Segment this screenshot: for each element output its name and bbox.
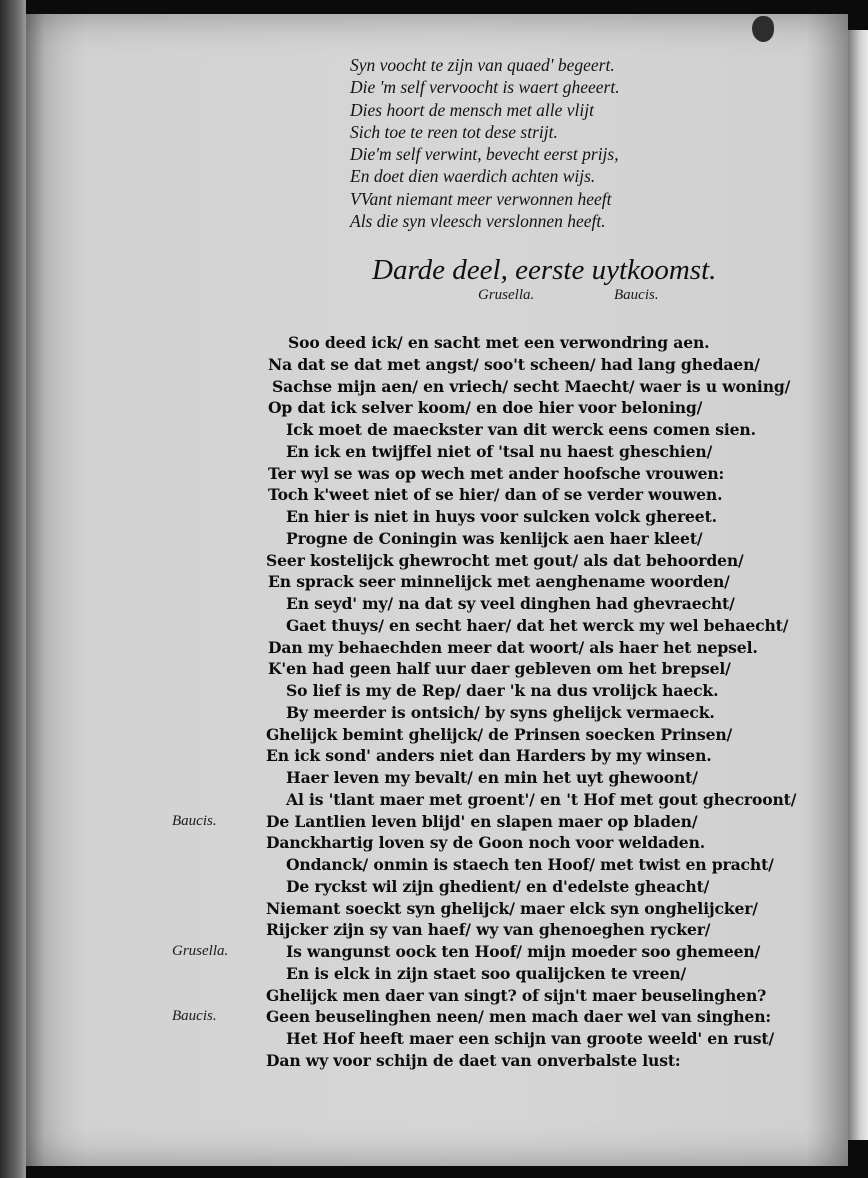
dialogue-line [0, 985, 868, 1007]
dialogue-line [0, 832, 868, 854]
dialogue-line [0, 397, 868, 419]
dialogue-line [0, 876, 868, 898]
verse-line: Als die syn vleesch verslonnen heeft. [350, 211, 606, 232]
dialogue-line [0, 963, 868, 985]
speaker-name: Grusella. [478, 287, 535, 303]
dialogue-text: Progne de Coningin was kenlijck aen haer kleet/ [286, 528, 703, 548]
dialogue-text: By meerder is ontsich/ by syns ghelijck vermaeck. [286, 702, 715, 722]
dialogue-line [0, 724, 868, 746]
dialogue-line [0, 680, 868, 702]
dialogue-line [0, 1006, 868, 1028]
dialogue-line [0, 463, 868, 485]
dialogue-line [0, 658, 868, 680]
dialogue-line [0, 637, 868, 659]
speaker-label: Baucis. [172, 812, 217, 829]
dialogue-line [0, 745, 868, 767]
speaker-name: Baucis. [614, 287, 659, 303]
dialogue-line [0, 615, 868, 637]
dialogue-text: Al is 'tlant maer met groent'/ en 't Hof met gout ghecroont/ [286, 789, 797, 809]
dialogue-line [0, 854, 868, 876]
dialogue-text: Ick moet de maeckster van dit werck eens comen sien. [286, 420, 756, 439]
dialogue-text: Is wangunst oock ten Hoof/ mijn moeder soo ghemeen/ [286, 942, 761, 961]
dialogue-text: De ryckst wil zijn ghedient/ en d'edelste gheacht/ [286, 876, 710, 896]
dialogue-text: Rijcker zijn sy van haef/ wy van ghenoeghen rycker/ [266, 920, 711, 940]
dialogue-line [0, 571, 868, 593]
dialogue-line [0, 419, 868, 441]
verse-line: Die'm self verwint, bevecht eerst prijs, [350, 144, 619, 165]
dialogue-text: Toch k'weet niet of se hier/ dan of se verder wouwen. [268, 485, 723, 505]
dialogue-line [0, 941, 868, 963]
dialogue-line [0, 919, 868, 941]
dialogue-line [0, 550, 868, 572]
dialogue-text: En seyd' my/ na dat sy veel dinghen had ghevraecht/ [286, 594, 735, 613]
dialogue-line [0, 811, 868, 833]
dialogue-text: Geen beuselinghen neen/ men mach daer wel van singhen: [266, 1007, 771, 1027]
dialogue-text: En ick en twijffel niet of 'tsal nu haest gheschien/ [286, 441, 713, 461]
dialogue-line [0, 506, 868, 528]
dialogue-text: Seer kostelijck ghewrocht met gout/ als dat behoorden/ [266, 550, 744, 570]
verse-line: VVant niemant meer verwonnen heeft [350, 188, 612, 209]
dialogue-line [0, 484, 868, 506]
verse-line: Sich toe te reen tot dese strijt. [350, 121, 558, 142]
speaker-label: Baucis. [172, 1008, 217, 1025]
dialogue-line [0, 593, 868, 615]
dialogue-text: Dan wy voor schijn de daet van onverbalste lust: [266, 1050, 681, 1070]
dialogue-text: Gaet thuys/ en secht haer/ dat het werck my wel behaecht/ [286, 615, 789, 635]
dialogue-text: En hier is niet in huys voor sulcken volck ghereet. [286, 507, 717, 526]
dialogue-text: Sachse mijn aen/ en vriech/ secht Maecht/ waer is u woning/ [272, 376, 791, 396]
dialogue-line [0, 767, 868, 789]
dialogue-text: Het Hof heeft maer een schijn van groote weeld' en rust/ [286, 1029, 775, 1048]
dialogue-line [0, 528, 868, 550]
dialogue-line [0, 332, 868, 354]
dialogue-line [0, 354, 868, 376]
dialogue-text: Ondanck/ onmin is staech ten Hoof/ met twist en pracht/ [286, 855, 774, 874]
dialogue-text: So lief is my de Rep/ daer 'k na dus vrolijck haeck. [286, 681, 719, 700]
dialogue-text: En ick sond' anders niet dan Harders by my winsen. [266, 746, 712, 766]
dialogue-text: En sprack seer minnelijck met aenghename woorden/ [268, 572, 730, 592]
dialogue-text: Niemant soeckt syn ghelijck/ maer elck syn onghelijcker/ [266, 898, 758, 918]
speakers-header [0, 287, 868, 311]
dialogue-line [0, 1050, 868, 1072]
verse-line: Dies hoort de mensch met alle vlijt [350, 99, 594, 120]
dialogue-text: Ghelijck bemint ghelijck/ de Prinsen soecken Prinsen/ [266, 724, 733, 744]
dialogue-text: Op dat ick selver koom/ en doe hier voor beloning/ [268, 398, 703, 418]
dialogue-text: Danckhartig loven sy de Goon noch voor weldaden. [266, 833, 706, 853]
dialogue-text: Ter wyl se was op wech met ander hoofsche vrouwen: [268, 463, 725, 483]
dialogue-line [0, 441, 868, 463]
dialogue-line [0, 702, 868, 724]
speaker-label: Grusella. [172, 943, 229, 959]
dialogue-text: Ghelijck men daer van singt? of sijn't maer beuselinghen? [266, 985, 767, 1005]
dialogue-text: Haer leven my bevalt/ en min het uyt ghewoont/ [286, 768, 698, 787]
ink-blot [752, 16, 774, 42]
dialogue-line [0, 376, 868, 398]
dialogue-block [0, 332, 868, 1072]
dialogue-text: En is elck in zijn staet soo qualijcken te vreen/ [286, 963, 687, 983]
verse-block [350, 54, 620, 232]
verse-line: Die 'm self vervoocht is waert gheeert. [350, 77, 620, 98]
dialogue-line [0, 789, 868, 811]
dialogue-line [0, 1028, 868, 1050]
dialogue-text: Soo deed ick/ en sacht met een verwondring aen. [288, 333, 710, 352]
verse-line: Syn voocht te zijn van quaed' begeert. [350, 55, 615, 75]
dialogue-text: Na dat se dat met angst/ soo't scheen/ had lang ghedaen/ [268, 354, 760, 374]
dialogue-text: De Lantlien leven blijd' en slapen maer op bladen/ [266, 811, 698, 831]
section-heading: Darde deel, eerste uytkoomst. [372, 254, 717, 286]
verse-line: En doet dien waerdich achten wijs. [350, 166, 596, 187]
dialogue-line [0, 898, 868, 920]
dialogue-text: Dan my behaechden meer dat woort/ als haer het nepsel. [268, 637, 758, 657]
dialogue-text: K'en had geen half uur daer gebleven om het brepsel/ [268, 659, 731, 679]
